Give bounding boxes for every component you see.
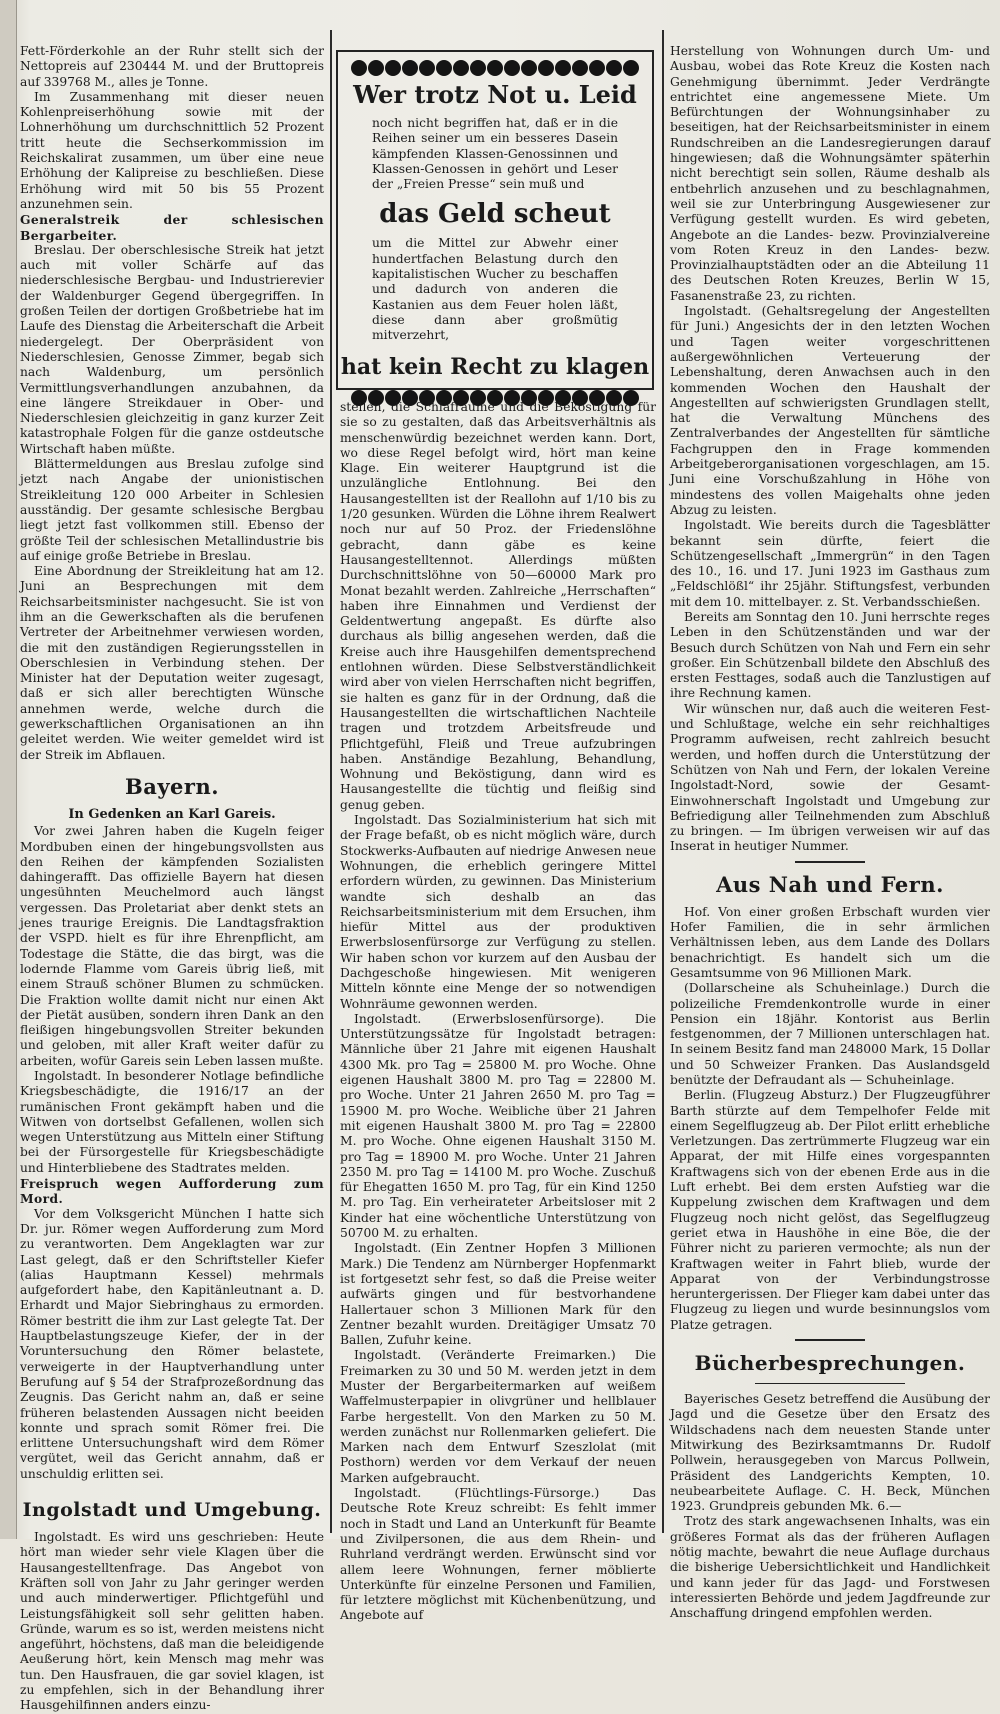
- article-paragraph: Trotz des stark angewachsenen Inhalts, was ein größeres Format als das der früheren Auflagen nötig machte, bewahrt die neue Auflage durchaus die bisherige Uebersichtlichkeit und Handlichkeit und kann jeder für das Jagd- und Forstwesen interessierten Behörde und jedem Jagdfreunde zur Anschaffung dringend empfohlen werden.: [670, 1514, 990, 1621]
- article-paragraph: Ingolstadt. (Erwerbslosenfürsorge). Die Unterstützungssätze für Ingolstadt betragen: Männliche über 21 Jahre mit eigenen Haushalt 4300 Mk. pro Tag = 25800 M. pro Woche. Ohne eigenen Haushalt 3800 M. pro Tag = 22800 M. pro Woche. Unter 21 Jahren 2650 M. pro Tag = 15900 M. pro Woche. Weibliche über 21 Jahren mit eigenen Haushalt 3800 M. pro Tag = 22800 M. pro Woche. Ohne eigenen Haushalt 3150 M. pro Tag = 18900 M. pro Woche. Unter 21 Jahren 2350 M. pro Tag = 14100 M. pro Woche. Zuschuß für Ehegatten 1650 M. pro Tag, für ein Kind 1250 M. pro Tag. Ein verheirateter Arbeitsloser mit 2 Kinder hat eine wöchentliche Unterstützung von 50700 M. zu erhalten.: [340, 1011, 656, 1241]
- article-paragraph: Bayerisches Gesetz betreffend die Ausübung der Jagd und die Gesetze über den Ersatz des Wildschadens nach dem neuesten Stande unter Mitwirkung des Bezirksamtmanns Dr. Rudolf Pollwein, herausgegeben von Marcus Pollwein, Präsident des Landgerichts Kempten, 10. neubearbeitete Auflage. C. H. Beck, München 1923. Grundpreis gebunden Mk. 6.—: [670, 1392, 990, 1514]
- article-paragraph: Bereits am Sonntag den 10. Juni herrschte reges Leben in den Schützenständen und war der Besuch durch Schützen von Nah und Fern ein sehr großer. Ein Schützenball bildete den Abschluß des ersten Festtages, sodaß auch die Tanzlustigen auf ihre Rechnung kamen.: [670, 609, 990, 701]
- article-paragraph: Blättermeldungen aus Breslau zufolge sind jetzt nach Angabe der unionistischen Streikleitung 120 000 Arbeiter in Schlesien ausständig. Der gesamte schlesische Bergbau liegt jetzt fast vollkommen still. Ebenso der größte Teil der schlesischen Metallindustrie bis auf einige große Betriebe in Breslau.: [20, 457, 324, 563]
- article-heading: Generalstreik der schlesischen Bergarbeiter.: [20, 212, 324, 243]
- article-paragraph: (Dollarscheine als Schuheinlage.) Durch die polizeiliche Fremdenkontrolle wurde in einer Pension ein 18jähr. Kontorist aus Berlin festgenommen, der 7 Millionen unterschlagen hat. In seinem Besitz fand man 248000 Mark, 15 Dollar und 50 Schweizer Franken. Das Auslandsgeld benützte der Defraudant als — Schuheinlage.: [670, 981, 990, 1087]
- article-paragraph: Vor dem Volksgericht München I hatte sich Dr. jur. Römer wegen Aufforderung zum Mord zu verantworten. Dem Angeklagten war zur Last gelegt, daß er den Schriftsteller Kiefer (alias Hauptmann Kessel) mehrmals aufgefordert habe, den Kapitänleutnant a. D. Erhardt und Major Siebringhaus zu ermorden. Römer bestritt die ihm zur Last gelegte Tat. Der Hauptbelastungszeuge Kiefer, der in der Voruntersuchung den Römer belastete, verweigerte in der Hauptverhandlung unter Berufung auf § 54 der Strafprozeßordnung das Zeugnis. Das Gericht nahm an, daß er seine früheren belastenden Aussagen nicht beeiden konnte und sprach somit Römer frei. Die erlittene Untersuchungshaft wird dem Römer vergütet, weil das Gericht annahm, daß er unschuldig erlitten sei.: [20, 1206, 324, 1481]
- article-paragraph: Breslau. Der oberschlesische Streik hat jetzt auch mit voller Schärfe auf das niederschlesische Bergbau- und Industrierevier der Waldenburger Gegend übergegriffen. In großen Teilen der dortigen Großbetriebe hat im Laufe des Dienstag die Arbeiterschaft die Arbeit niedergelegt. Der Oberpräsident von Niederschlesien, Genosse Zimmer, begab sich nach Waldenburg, um persönlich Vermittlungsverhandlungen anzubahnen, da eine längere Streikdauer in Ober- und Niederschlesien gleichzeitig in ganz kurzer Zeit katastrophale Folgen für die ganze ostdeutsche Wirtschaft haben müßte.: [20, 242, 324, 456]
- article-paragraph: Im Zusammenhang mit dieser neuen Kohlenpreiserhöhung sowie mit der Lohnerhöhung um durchschnittlich 52 Prozent tritt heute die Sechserkommission im Reichskalirat zusammen, um über eine neue Erhöhung der Kalipreise zu beschließen. Diese Erhöhung wird mit 50 bis 55 Prozent anzunehmen sein.: [20, 89, 324, 211]
- article-paragraph: Hof. Von einer großen Erbschaft wurden vier Hofer Familien, die in sehr ärmlichen Verhältnissen leben, aus dem Lande des Dollars benachrichtigt. Es handelt sich um die Gesamtsumme von 96 Millionen Mark.: [670, 904, 990, 980]
- section-title: Ingolstadt und Umgebung.: [22, 1499, 322, 1522]
- ad-text: noch nicht begriffen hat, daß er in die Reihen seiner um ein besseres Dasein kämpfenden Klassen-Genossinnen und Klassen-Genossen in gehört und Leser der „Freien Presse“ sein muß und: [372, 116, 618, 192]
- article-heading: In Gedenken an Karl Gareis.: [68, 806, 276, 822]
- ad-headline: Wer trotz Not u. Leid: [353, 80, 637, 109]
- article-paragraph: Ingolstadt. (Flüchtlings-Fürsorge.) Das Deutsche Rote Kreuz schreibt: Es fehlt immer noch in Stadt und Land an Unterkunft für Beamte und Zivilpersonen, die aus dem Rhein- und Ruhrland verdrängt werden. Erwünscht sind vor allem leere Wohnungen, ferner möblierte Unterkünfte für einzelne Personen und Familien, für letztere möglichst mit Küchenbenützung, und Angebote auf: [340, 1486, 656, 1623]
- section-title: Bayern.: [124, 773, 220, 799]
- divider: [795, 1339, 865, 1341]
- section-title: Bücherbesprechungen.: [694, 1351, 966, 1376]
- binding-gutter: [0, 0, 17, 1539]
- ad-text: um die Mittel zur Abwehr einer hundertfachen Belastung durch den kapitalistischen Wucher zu beschaffen und dadurch von anderen die Kastanien aus dem Feuer holen läßt, diese dann aber großmütig mitverzehrt,: [372, 236, 618, 343]
- left-column: [20, 44, 324, 1713]
- article-paragraph: Eine Abordnung der Streikleitung hat am 12. Juni an Besprechungen mit dem Reichsarbeitsminister nachgesucht. Sie ist von ihm an die Gewerkschaften als die berufenen Vertreter der Arbeitnehmer verwiesen worden, die mit den zuständigen Regierungsstellen in Oberschlesien in Verbindung stehen. Der Minister hat der Deputation weiter zugesagt, daß er sich aller berechtigten Wünsche annehmen werde, welche durch die gewerkschaftlichen Organisationen an ihn geleitet werden. Wie weiter gemeldet wird ist der Streik im Abflauen.: [20, 564, 324, 762]
- article-paragraph: Ingolstadt. (Veränderte Freimarken.) Die Freimarken zu 30 und 50 M. werden jetzt in dem Muster der Bergarbeitermarken auf weißem Waffelmusterpapier in olivgrüner und hellblauer Farbe hergestellt. Von den Marken zu 50 M. werden zunächst nur Rollenmarken geliefert. Die Marken nach dem Entwurf Szeszlolat (mit Posthorn) werden vor dem Verkauf der neuen Marken aufgebraucht.: [340, 1348, 656, 1485]
- article-paragraph: Herstellung von Wohnungen durch Um- und Ausbau, wobei das Rote Kreuz die Kosten nach Genehmigung übernimmt. Jeder Verdrängte entrichtet eine angemessene Miete. Um Befürchtungen der Wohnungsinhaber zu beseitigen, hat der Reichsarbeitsminister in einem Rundschreiben an die Landesregierungen darauf hingewiesen; daß die Wohnungsämter späterhin nicht berechtigt sein sollen, Räume deshalb als entbehrlich anzusehen und zu beschlagnahmen, weil sie zur Unterbringung Ausgewiesener zur Verfügung gestellt wurden. Es wird gebeten, Angebote an die Landes- bezw. Provinzialvereine vom Roten Kreuz in den Landes- bezw. Provinzialhauptstädten oder an die Abteilung 11 des Deutschen Roten Kreuzes, Berlin W 15, Fasanenstraße 23, zu richten.: [670, 44, 990, 303]
- article-paragraph: Ingolstadt. Es wird uns geschrieben: Heute hört man wieder sehr viele Klagen über die Hausangestelltenfrage. Das Angebot von Kräften soll von Jahr zu Jahr geringer werden und auch minderwertiger. Pflichtgefühl und Leistungsfähigkeit soll sehr gelitten haben. Gründe, warum es so ist, werden meistens nicht angeführt, höchstens, daß man die beleidigende Aeußerung hört, kein Mensch mag mehr was tun. Den Hausfrauen, die gar soviel klagen, ist zu empfehlen, sich in der Behandlung ihrer Hausgehilfinnen anders einzu-: [20, 1530, 324, 1713]
- article-paragraph: Fett-Förderkohle an der Ruhr stellt sich der Nettopreis auf 230444 M. und der Bruttopreis auf 339768 M., alles je Tonne.: [20, 44, 324, 89]
- divider: [755, 1383, 905, 1384]
- article-paragraph: Wir wünschen nur, daß auch die weiteren Fest- und Schlußtage, welche ein sehr reichhaltiges Programm aufweisen, recht zahlreich besucht werden, und hoffen durch die Unterstützung der Schützen von Nah und Fern, der lokalen Vereine Ingolstadt-Nord, sowie der Gesamt-Einwohnerschaft Ingolstadt und Umgebung zur Befriedigung aller Teilnehmenden zum Abschluß zu bringen. — Im übrigen verweisen wir auf das Inserat in heutiger Nummer.: [670, 701, 990, 854]
- advertisement-box: [336, 50, 654, 390]
- article-paragraph: Ingolstadt. Das Sozialministerium hat sich mit der Frage befaßt, ob es nicht möglich wäre, durch Stockwerks-Aufbauten auf niedrige Anwesen neue Wohnungen, die erheblich geringere Mittel erfordern würden, zu gewinnen. Das Ministerium wandte sich deshalb an das Reichsarbeitsministerium mit dem Ersuchen, ihm hiefür Mittel aus der produktiven Erwerbslosenfürsorge zur Verfügung zu stellen. Wir haben schon vor kurzem auf den Ausbau der Dachgeschoße hingewiesen. Mit wenigeren Mitteln könnte eine Menge der so notwendigen Wohnräume gewonnen werden.: [340, 813, 656, 1011]
- column-rule: [330, 30, 332, 1533]
- article-paragraph: Ingolstadt. In besonderer Notlage befindliche Kriegsbeschädigte, die 1916/17 an der rumänischen Front gekämpft haben und die Witwen von dortselbst Gefallenen, wollen sich wegen Unterstützung aus Mitteln einer Stiftung bei der Fürsorgestelle für Kriegsbeschädigte und Hinterbliebene des Stadtrates melden.: [20, 1069, 324, 1175]
- middle-column: [340, 400, 656, 1623]
- right-column: [670, 44, 990, 1621]
- article-paragraph: Ingolstadt. (Gehaltsregelung der Angestellten für Juni.) Angesichts der in den letzten Wochen und Tagen weiter vorgeschrittenen außergewöhnlichen Verteuerung der Lebenshaltung, deren Anwachsen auch in den kommenden Wochen den Haushalt der Angestellten auf schwierigsten Grundlagen stellt, hat die Verwaltung Münchens des Zentralverbandes der Angestellten für sämtliche Fachgruppen den in Frage kommenden Arbeitgeberorganisationen vorgeschlagen, am 15. Juni eine Vorschußzahlung in Höhe von mindestens des vollen Maigehalts ohne jeden Abzug zu leisten.: [670, 304, 990, 517]
- article-paragraph: Vor zwei Jahren haben die Kugeln feiger Mordbuben einen der hingebungsvollsten aus den Reihen der kämpfenden Sozialisten dahingerafft. Das offizielle Bayern hat diesen ungesühnten Meuchelmord auch längst vergessen. Das Proletariat aber denkt stets an jenes traurige Ereignis. Die Landtagsfraktion der VSPD. hielt es für ihre Ehrenpflicht, am Todestage die Stätte, die das birgt, was die lodernde Flamme vom Gareis übrig ließ, mit einem Strauß schöner Blumen zu schmücken. Die Fraktion wollte damit nicht nur einen Akt der Pietät ausüben, sondern ihren Dank an den fleißigen hingebungsvollen Streiter bekunden und geloben, mit aller Kraft weiter dafür zu arbeiten, wofür Gareis sein Leben lassen mußte.: [20, 824, 324, 1068]
- section-title: Aus Nah und Fern.: [716, 871, 944, 897]
- ad-closing: hat kein Recht zu klagen: [340, 353, 650, 380]
- article-paragraph: stellen, die Schlafräume und die Beköstigung für sie so zu gestalten, daß das Arbeitsverhältnis als menschenwürdig bezeichnet werden kann. Dort, wo diese Regel befolgt wird, hört man keine Klage. Ein weiterer Hauptgrund ist die unzulängliche Entlohnung. Bei den Hausangestellten ist der Reallohn auf 1/10 bis zu 1/20 gesunken. Würden die Löhne ihrem Realwert noch nur auf 50 Proz. der Friedenslöhne gebracht, dann gäbe es keine Hausangestelltennot. Allerdings müßten Durchschnittslöhne von 50—60000 Mark pro Monat bezahlt werden. Zahlreiche „Herrschaften“ haben ihre Einnahmen und Verdienst der Geldentwertung angepaßt. Es dürfte also durchaus als billig angesehen werden, daß die Kreise auch ihre Hausgehilfen dementsprechend entlohnen würden. Diese Selbstverständlichkeit wird aber von vielen Herrschaften nicht begriffen, sie halten es ganz für in der Ordnung, daß die Hausangestellten die wirtschaftlichen Nachteile tragen und trotzdem Arbeitsfreude und Pflichtgefühl, Fleiß und Treue aufzubringen haben. Anständige Bezahlung, Behandlung, Wohnung und Beköstigung, dann wird es Hausangestellte die tüchtig und fleißig sind genug geben.: [340, 400, 656, 812]
- article-heading: Freispruch wegen Aufforderung zum Mord.: [20, 1176, 324, 1207]
- article-paragraph: Ingolstadt. Wie bereits durch die Tagesblätter bekannt sein dürfte, feiert die Schützengesellschaft „Immergrün“ in den Tagen des 10., 16. und 17. Juni 1923 im Gasthaus zum „Feldschlößl“ ihr 25jähr. Stiftungsfest, verbunden mit dem 10. mittelbayer. z. St. Verbandsschießen.: [670, 518, 990, 609]
- column-rule: [662, 30, 664, 1533]
- article-paragraph: Berlin. (Flugzeug Absturz.) Der Flugzeugführer Barth stürzte auf dem Tempelhofer Felde mit einem Segelflugzeug ab. Der Pilot erlitt erhebliche Verletzungen. Das zertrümmerte Flugzeug war ein Apparat, der mit Hilfe eines vorgespannten Kraftwagens sich von der ebenen Erde aus in die Luft erhebt. Bei dem ersten Aufstieg war die Kuppelung zwischen dem Kraftwagen und dem Flugzeug noch nicht gelöst, das Segelflugzeug geriet etwa in Haushöhe in eine Böe, die der Führer nicht zu parieren vermochte; als nun der Kraftwagen weiter in Fahrt blieb, wurde der Apparat von der Verbindungstrosse heruntergerissen. Der Flieger kam dabei unter das Flugzeug zu liegen und wurde besinnungslos vom Platze getragen.: [670, 1088, 990, 1332]
- ad-middle-line: das Geld scheut: [379, 199, 611, 230]
- article-paragraph: Ingolstadt. (Ein Zentner Hopfen 3 Millionen Mark.) Die Tendenz am Nürnberger Hopfenmarkt ist fortgesetzt sehr fest, so daß die Preise weiter aufwärts gingen und für bestvorhandene Hallertauer schon 3 Millionen Mark für den Zentner bezahlt wurden. Dreitägiger Umsatz 70 Ballen, Zufuhr keine.: [340, 1241, 656, 1348]
- ad-dot-border-top: [338, 60, 652, 76]
- divider: [795, 861, 865, 863]
